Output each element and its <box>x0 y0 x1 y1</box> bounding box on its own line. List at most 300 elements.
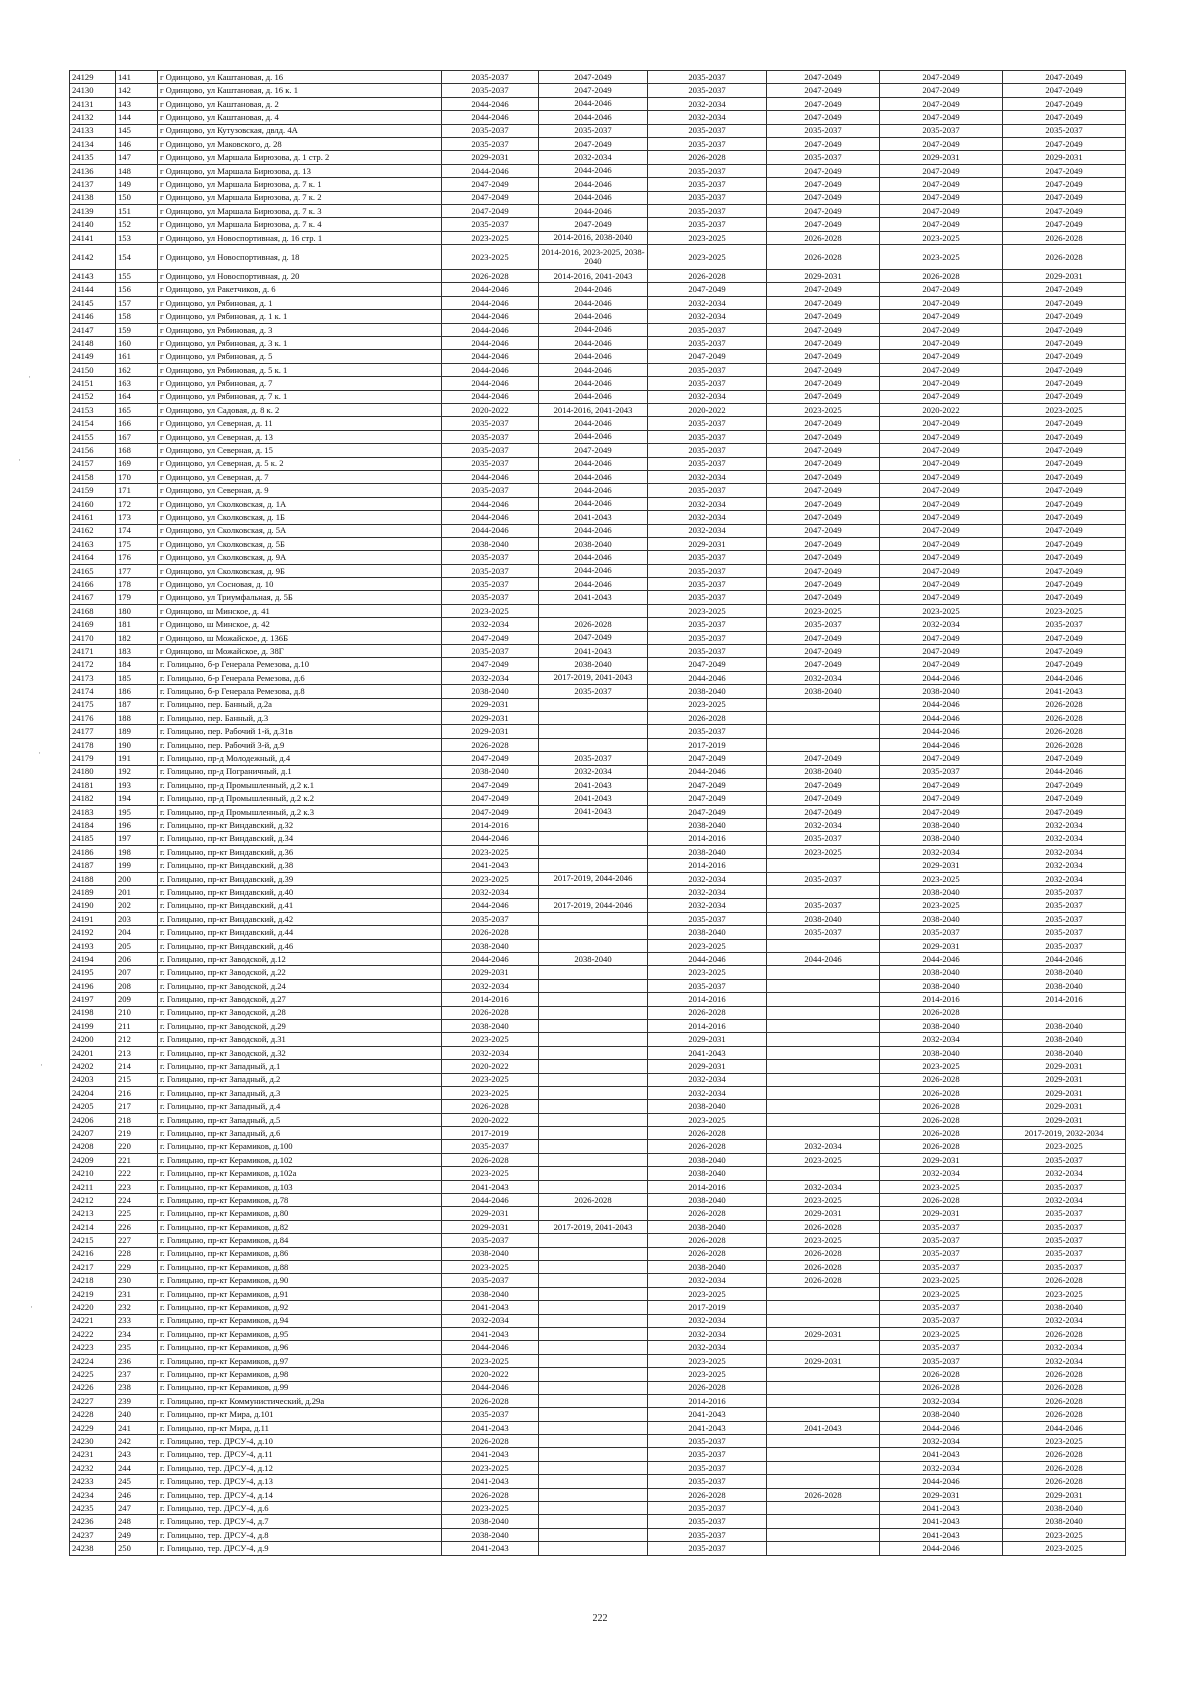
table-cell: 2044-2046 <box>880 698 1003 711</box>
table-cell: 2032-2034 <box>648 872 767 885</box>
table-cell: 24178 <box>70 738 116 751</box>
table-cell: 2047-2049 <box>442 752 539 765</box>
table-row <box>70 97 1126 110</box>
table-cell: 2023-2025 <box>1003 1542 1126 1555</box>
table-cell: 2035-2037 <box>767 926 880 939</box>
table-cell: 2023-2025 <box>442 604 539 617</box>
table-row <box>70 1033 1126 1046</box>
table-cell: 216 <box>116 1086 158 1099</box>
table-cell: 2041-2043 <box>442 1448 539 1461</box>
table-cell: 24226 <box>70 1381 116 1394</box>
table-cell: 214 <box>116 1060 158 1073</box>
table-row <box>70 966 1126 979</box>
table-cell: 2044-2046 <box>539 350 648 363</box>
table-row <box>70 310 1126 323</box>
table-cell: 2035-2037 <box>648 204 767 217</box>
table-cell: г Одинцово, ул Маковского, д. 28 <box>158 137 442 150</box>
table-cell: 2035-2037 <box>442 84 539 97</box>
table-cell: 2041-2043 <box>648 1421 767 1434</box>
table-cell: 2038-2040 <box>648 845 767 858</box>
table-cell: 2035-2037 <box>880 1341 1003 1354</box>
table-cell: г Одинцово, ул Каштановая, д. 16 <box>158 71 442 84</box>
table-row <box>70 1019 1126 1032</box>
table-row <box>70 390 1126 403</box>
table-cell: 163 <box>116 377 158 390</box>
table-row <box>70 204 1126 217</box>
table-cell: 209 <box>116 993 158 1006</box>
table-cell: 24202 <box>70 1060 116 1073</box>
table-cell: 2023-2025 <box>880 899 1003 912</box>
table-cell <box>539 1019 648 1032</box>
table-cell: 2044-2046 <box>648 765 767 778</box>
table-cell: 2047-2049 <box>880 84 1003 97</box>
table-cell: 2038-2040 <box>880 1019 1003 1032</box>
table-cell: 2032-2034 <box>880 1435 1003 1448</box>
table-cell: 196 <box>116 819 158 832</box>
table-cell: 24233 <box>70 1475 116 1488</box>
table-cell: 2047-2049 <box>648 658 767 671</box>
table-cell: 2038-2040 <box>1003 979 1126 992</box>
table-cell: 2014-2016 <box>880 993 1003 1006</box>
table-cell: 185 <box>116 671 158 684</box>
table-cell: 2023-2025 <box>880 1274 1003 1287</box>
table-cell: 24213 <box>70 1207 116 1220</box>
table-cell <box>539 1528 648 1541</box>
table-cell <box>767 1381 880 1394</box>
table-cell: 2026-2028 <box>767 1260 880 1273</box>
table-cell: 24160 <box>70 497 116 510</box>
table-cell: г. Голицыно, б-р Генерала Ремезова, д.10 <box>158 658 442 671</box>
table-cell: 24183 <box>70 805 116 818</box>
table-cell: 2047-2049 <box>539 84 648 97</box>
table-cell: 24133 <box>70 124 116 137</box>
table-cell: 2044-2046 <box>442 470 539 483</box>
table-cell: 2047-2049 <box>1003 444 1126 457</box>
table-cell: 2047-2049 <box>1003 191 1126 204</box>
table-cell: 24206 <box>70 1113 116 1126</box>
table-cell: 24145 <box>70 296 116 309</box>
table-cell: 24175 <box>70 698 116 711</box>
table-cell: 2023-2025 <box>648 939 767 952</box>
table-row <box>70 1113 1126 1126</box>
table-cell: 205 <box>116 939 158 952</box>
table-cell: 2032-2034 <box>648 524 767 537</box>
table-cell: 2047-2049 <box>767 337 880 350</box>
table-cell: г. Голицыно, пр-кт Керамиков, д.102а <box>158 1167 442 1180</box>
table-cell: 24190 <box>70 899 116 912</box>
table-cell: 2035-2037 <box>442 912 539 925</box>
table-cell: г Одинцово, ул Северная, д. 11 <box>158 417 442 430</box>
table-row <box>70 1127 1126 1140</box>
table-cell: г. Голицыно, б-р Генерала Ремезова, д.6 <box>158 671 442 684</box>
table-cell: 2017-2019, 2041-2043 <box>539 1220 648 1233</box>
table-cell <box>767 1060 880 1073</box>
table-cell <box>539 1515 648 1528</box>
table-cell <box>539 1394 648 1407</box>
table-row <box>70 1408 1126 1421</box>
table-cell: 2014-2016, 2041-2043 <box>539 270 648 283</box>
table-cell: 2044-2046 <box>442 310 539 323</box>
table-cell <box>539 1475 648 1488</box>
table-cell: 2044-2046 <box>442 323 539 336</box>
table-cell: 2023-2025 <box>648 604 767 617</box>
table-row <box>70 1046 1126 1059</box>
table-cell: 186 <box>116 685 158 698</box>
table-cell: 2044-2046 <box>442 283 539 296</box>
table-cell: 24150 <box>70 363 116 376</box>
table-cell: 2026-2028 <box>442 1394 539 1407</box>
table-cell: 2023-2025 <box>442 1260 539 1273</box>
table-cell: г. Голицыно, пр-кт Западный, д.1 <box>158 1060 442 1073</box>
table-cell: 2032-2034 <box>648 497 767 510</box>
table-cell: г. Голицыно, пр-кт Керамиков, д.90 <box>158 1274 442 1287</box>
table-cell: г. Голицыно, пер. Рабочий 3-й, д.9 <box>158 738 442 751</box>
table-cell: 2029-2031 <box>648 1033 767 1046</box>
table-cell: 2029-2031 <box>442 1207 539 1220</box>
table-cell: 2044-2046 <box>442 511 539 524</box>
table-cell: 2038-2040 <box>648 819 767 832</box>
table-row <box>70 1220 1126 1233</box>
table-cell: 2047-2049 <box>880 631 1003 644</box>
table-cell: 2023-2025 <box>1003 403 1126 416</box>
table-cell: 2041-2043 <box>648 1046 767 1059</box>
table-row <box>70 1073 1126 1086</box>
table-cell: 2047-2049 <box>880 537 1003 550</box>
table-row <box>70 84 1126 97</box>
table-cell <box>767 859 880 872</box>
table-cell <box>539 1301 648 1314</box>
table-cell: 2026-2028 <box>648 1207 767 1220</box>
table-cell: 2038-2040 <box>880 819 1003 832</box>
table-cell: 24171 <box>70 645 116 658</box>
table-cell: 2026-2028 <box>1003 711 1126 724</box>
scan-artifact: · <box>30 1302 33 1312</box>
table-cell: 200 <box>116 872 158 885</box>
table-cell: г. Голицыно, тер. ДРСУ-4, д.9 <box>158 1542 442 1555</box>
table-cell <box>767 1073 880 1086</box>
table-cell <box>539 1046 648 1059</box>
table-cell <box>767 1167 880 1180</box>
table-cell: 2035-2037 <box>1003 1207 1126 1220</box>
table-cell: 2041-2043 <box>442 1542 539 1555</box>
table-cell: 2014-2016, 2041-2043 <box>539 403 648 416</box>
table-cell: 2029-2031 <box>1003 1113 1126 1126</box>
table-row <box>70 564 1126 577</box>
table-cell: 2047-2049 <box>442 658 539 671</box>
table-cell <box>767 1046 880 1059</box>
table-cell: 24167 <box>70 591 116 604</box>
table-cell: 2044-2046 <box>539 457 648 470</box>
table-cell: 2041-2043 <box>880 1502 1003 1515</box>
table-cell: 2035-2037 <box>442 591 539 604</box>
table-cell: 2047-2049 <box>442 191 539 204</box>
table-row <box>70 111 1126 124</box>
table-cell: 24238 <box>70 1542 116 1555</box>
table-cell: 150 <box>116 191 158 204</box>
table-cell: 24184 <box>70 819 116 832</box>
table-cell: 24141 <box>70 231 116 244</box>
table-cell: 239 <box>116 1394 158 1407</box>
table-cell: 2038-2040 <box>648 1167 767 1180</box>
table-cell: 2035-2037 <box>648 725 767 738</box>
table-cell <box>539 859 648 872</box>
table-cell: 2041-2043 <box>880 1448 1003 1461</box>
table-cell: 144 <box>116 111 158 124</box>
table-cell: 2035-2037 <box>648 71 767 84</box>
table-cell: 2035-2037 <box>1003 939 1126 952</box>
table-cell: 173 <box>116 511 158 524</box>
table-cell: 24153 <box>70 403 116 416</box>
table-cell: 2044-2046 <box>442 377 539 390</box>
table-cell: 2047-2049 <box>442 778 539 791</box>
table-cell: 2032-2034 <box>1003 1341 1126 1354</box>
table-row <box>70 685 1126 698</box>
table-row <box>70 1247 1126 1260</box>
table-cell: 2038-2040 <box>880 1046 1003 1059</box>
table-cell: 24148 <box>70 337 116 350</box>
table-cell: 2041-2043 <box>442 1475 539 1488</box>
table-cell: 2047-2049 <box>1003 164 1126 177</box>
table-cell: 2035-2037 <box>442 551 539 564</box>
table-cell: 2038-2040 <box>442 1515 539 1528</box>
table-cell: 2035-2037 <box>442 1234 539 1247</box>
table-cell: 2044-2046 <box>539 377 648 390</box>
table-cell: 2035-2037 <box>767 124 880 137</box>
table-cell: 193 <box>116 778 158 791</box>
table-cell: 2023-2025 <box>648 1287 767 1300</box>
table-cell: 2026-2028 <box>767 1220 880 1233</box>
table-cell: 2014-2016 <box>648 1394 767 1407</box>
table-cell: 161 <box>116 350 158 363</box>
table-cell: 2029-2031 <box>648 537 767 550</box>
table-cell: 2038-2040 <box>1003 1046 1126 1059</box>
table-cell: 2038-2040 <box>539 658 648 671</box>
table-cell <box>539 1287 648 1300</box>
table-cell: 2035-2037 <box>648 1475 767 1488</box>
table-cell: 2047-2049 <box>880 323 1003 336</box>
table-cell: 24210 <box>70 1167 116 1180</box>
table-cell: г. Голицыно, пр-кт Керамиков, д.92 <box>158 1301 442 1314</box>
table-cell: 2038-2040 <box>880 685 1003 698</box>
table-cell: 2047-2049 <box>880 578 1003 591</box>
table-cell: 2047-2049 <box>767 524 880 537</box>
table-cell: г Одинцово, ул Каштановая, д. 16 к. 1 <box>158 84 442 97</box>
table-row <box>70 1194 1126 1207</box>
table-cell: 2035-2037 <box>648 377 767 390</box>
table-cell: 2035-2037 <box>442 218 539 231</box>
table-cell: 24225 <box>70 1368 116 1381</box>
table-cell: 2023-2025 <box>648 698 767 711</box>
table-cell: 187 <box>116 698 158 711</box>
table-cell: 24174 <box>70 685 116 698</box>
table-cell: 162 <box>116 363 158 376</box>
table-cell: 2044-2046 <box>442 350 539 363</box>
table-cell <box>539 1100 648 1113</box>
table-cell: г Одинцово, ул Рябиновая, д. 3 <box>158 323 442 336</box>
table-cell: 2038-2040 <box>442 765 539 778</box>
table-cell: г. Голицыно, тер. ДРСУ-4, д.6 <box>158 1502 442 1515</box>
table-cell: 2035-2037 <box>1003 124 1126 137</box>
table-cell: 2035-2037 <box>1003 886 1126 899</box>
table-cell: 2035-2037 <box>648 551 767 564</box>
table-cell: 2047-2049 <box>880 551 1003 564</box>
table-cell: 2032-2034 <box>1003 832 1126 845</box>
table-cell: 2047-2049 <box>880 792 1003 805</box>
table-cell: 2035-2037 <box>442 71 539 84</box>
table-cell: 204 <box>116 926 158 939</box>
table-row <box>70 537 1126 550</box>
table-cell: 2026-2028 <box>767 231 880 244</box>
table-cell: 2035-2037 <box>880 926 1003 939</box>
table-cell: 2035-2037 <box>539 124 648 137</box>
table-cell: 2047-2049 <box>767 470 880 483</box>
table-cell: 2047-2049 <box>880 457 1003 470</box>
table-cell: 248 <box>116 1515 158 1528</box>
table-cell: 2047-2049 <box>767 537 880 550</box>
table-cell: 2026-2028 <box>1003 1461 1126 1474</box>
table-cell: 2047-2049 <box>1003 218 1126 231</box>
table-cell: 24228 <box>70 1408 116 1421</box>
table-cell: 2044-2046 <box>539 497 648 510</box>
table-cell: 2032-2034 <box>442 618 539 631</box>
table-cell: 2026-2028 <box>442 1435 539 1448</box>
table-cell: г Одинцово, ш Минское, д. 41 <box>158 604 442 617</box>
table-cell: 2032-2034 <box>442 1314 539 1327</box>
table-cell: 179 <box>116 591 158 604</box>
table-cell <box>767 1033 880 1046</box>
table-cell: 223 <box>116 1180 158 1193</box>
table-cell <box>539 1260 648 1273</box>
table-cell <box>539 1381 648 1394</box>
table-cell: 2047-2049 <box>1003 511 1126 524</box>
table-cell: 236 <box>116 1354 158 1367</box>
table-cell: г. Голицыно, пр-кт Виндавский, д.39 <box>158 872 442 885</box>
page-number: 222 <box>592 1613 608 1624</box>
table-cell: 2047-2049 <box>539 218 648 231</box>
table-cell: 2035-2037 <box>648 1435 767 1448</box>
table-cell: 2032-2034 <box>648 390 767 403</box>
table-cell: 2041-2043 <box>442 1180 539 1193</box>
table-cell: 2047-2049 <box>1003 537 1126 550</box>
table-cell: 190 <box>116 738 158 751</box>
table-cell: 2038-2040 <box>1003 1502 1126 1515</box>
table-cell: г Одинцово, ул Рябиновая, д. 7 к. 1 <box>158 390 442 403</box>
table-cell: 2032-2034 <box>442 886 539 899</box>
table-cell: 2035-2037 <box>648 1448 767 1461</box>
table-cell: 153 <box>116 231 158 244</box>
table-cell: 2023-2025 <box>1003 604 1126 617</box>
table-cell <box>767 1435 880 1448</box>
table-cell: 24187 <box>70 859 116 872</box>
table-cell: г. Голицыно, пер. Банный, д.2а <box>158 698 442 711</box>
table-cell: г. Голицыно, тер. ДРСУ-4, д.13 <box>158 1475 442 1488</box>
table-cell: 24198 <box>70 1006 116 1019</box>
table-cell: 24216 <box>70 1247 116 1260</box>
table-cell: 2014-2016 <box>648 993 767 1006</box>
table-cell: 2026-2028 <box>442 738 539 751</box>
table-cell: 2044-2046 <box>442 97 539 110</box>
table-cell: 2035-2037 <box>648 578 767 591</box>
table-cell: 2032-2034 <box>648 1274 767 1287</box>
table-cell: 2038-2040 <box>648 926 767 939</box>
table-cell: 2023-2025 <box>648 966 767 979</box>
table-cell: 2026-2028 <box>442 270 539 283</box>
table-cell <box>539 926 648 939</box>
table-cell: 2038-2040 <box>1003 966 1126 979</box>
table-cell: г Одинцово, ул Маршала Бирюзова, д. 7 к. 1 <box>158 178 442 191</box>
table-cell <box>767 1006 880 1019</box>
table-cell: 24205 <box>70 1100 116 1113</box>
table-cell: 2047-2049 <box>1003 363 1126 376</box>
table-cell: 24154 <box>70 417 116 430</box>
table-cell: 2035-2037 <box>442 124 539 137</box>
table-cell: 2026-2028 <box>1003 1408 1126 1421</box>
table-cell: 2047-2049 <box>1003 470 1126 483</box>
table-cell: 2044-2046 <box>539 111 648 124</box>
table-cell: 2047-2049 <box>880 178 1003 191</box>
table-cell: 2044-2046 <box>539 337 648 350</box>
table-cell: 24222 <box>70 1327 116 1340</box>
table-cell: 2035-2037 <box>1003 899 1126 912</box>
table-cell: г Одинцово, ул Кутузовская, двлд. 4А <box>158 124 442 137</box>
table-cell: 242 <box>116 1435 158 1448</box>
table-cell: 2047-2049 <box>442 204 539 217</box>
table-cell: 2047-2049 <box>539 631 648 644</box>
table-cell: 2038-2040 <box>880 832 1003 845</box>
table-cell: г. Голицыно, пр-кт Виндавский, д.38 <box>158 859 442 872</box>
table-cell: 2023-2025 <box>442 872 539 885</box>
table-cell: 2044-2046 <box>1003 953 1126 966</box>
table-cell: 2035-2037 <box>648 457 767 470</box>
table-cell: 2023-2025 <box>648 231 767 244</box>
table-cell <box>539 912 648 925</box>
table-cell: 24219 <box>70 1287 116 1300</box>
table-cell: 202 <box>116 899 158 912</box>
table-cell: 2023-2025 <box>880 1287 1003 1300</box>
table-cell: 221 <box>116 1153 158 1166</box>
table-row <box>70 270 1126 283</box>
table-cell: 2041-2043 <box>442 859 539 872</box>
table-cell: 2047-2049 <box>1003 430 1126 443</box>
table-row <box>70 137 1126 150</box>
table-cell: 2041-2043 <box>539 511 648 524</box>
table-cell: 2047-2049 <box>1003 296 1126 309</box>
table-cell: 2047-2049 <box>880 137 1003 150</box>
table-cell: 2035-2037 <box>880 1354 1003 1367</box>
table-cell: 24192 <box>70 926 116 939</box>
table-cell: 2047-2049 <box>880 97 1003 110</box>
table-cell: 194 <box>116 792 158 805</box>
table-cell: 2032-2034 <box>648 1086 767 1099</box>
table-cell <box>539 1153 648 1166</box>
table-cell: 2047-2049 <box>880 283 1003 296</box>
table-cell <box>767 1408 880 1421</box>
table-row <box>70 1448 1126 1461</box>
table-cell: 2023-2025 <box>442 1073 539 1086</box>
table-cell: 24159 <box>70 484 116 497</box>
table-cell: 2035-2037 <box>1003 912 1126 925</box>
table-cell: 2029-2031 <box>1003 1100 1126 1113</box>
table-cell: 151 <box>116 204 158 217</box>
table-cell: 24146 <box>70 310 116 323</box>
table-cell: 2020-2022 <box>442 1368 539 1381</box>
table-cell: 24204 <box>70 1086 116 1099</box>
table-cell: г Одинцово, ул Рябиновая, д. 1 <box>158 296 442 309</box>
table-cell: г. Голицыно, пр-кт Керамиков, д.82 <box>158 1220 442 1233</box>
table-cell: 24169 <box>70 618 116 631</box>
table-cell: 2044-2046 <box>442 296 539 309</box>
table-cell: г. Голицыно, тер. ДРСУ-4, д.7 <box>158 1515 442 1528</box>
